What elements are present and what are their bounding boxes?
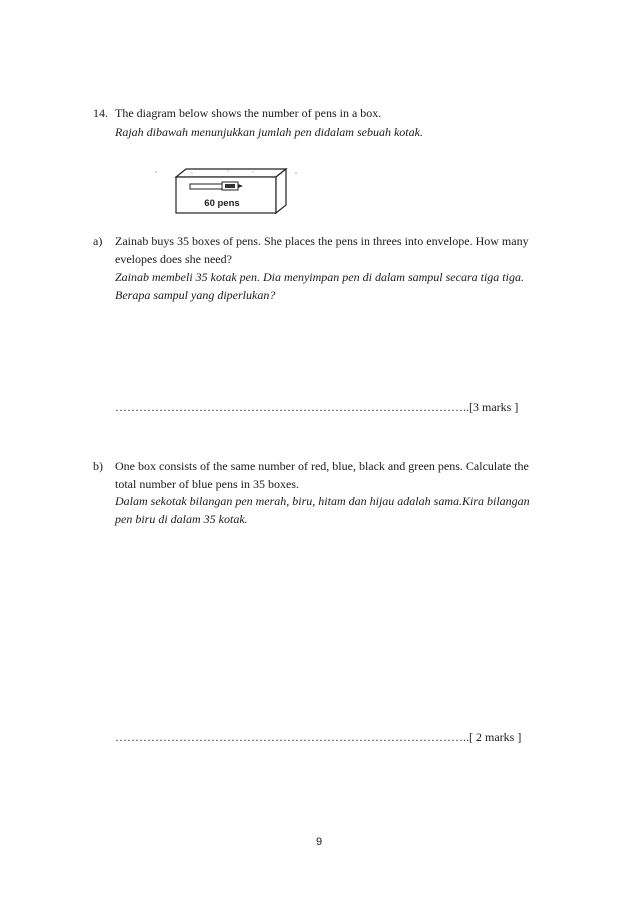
page-number: 9 — [315, 836, 323, 848]
question-number: 14. — [93, 106, 108, 120]
part-a-answer-line: ……………………………………………………………………………..[3 marks ] — [115, 400, 519, 414]
part-a-english-line-2: evelopes does she need? — [115, 252, 232, 266]
part-b-english-line-1: One box consists of the same number of red, blue, black and green pens. Calculate the — [115, 459, 529, 473]
question-intro-malay: Rajah dibawah menunjukkan jumlah pen didalam sebuah kotak. — [115, 125, 423, 139]
box-label: 60 pens — [204, 198, 240, 209]
part-a-malay-line-1: Zainab membeli 35 kotak pen. Dia menyimpan pen di dalam sampul secara tiga tiga. — [115, 270, 524, 284]
part-b-malay-line-2: pen biru di dalam 35 kotak. — [115, 512, 248, 526]
part-b-english-line-2: total number of blue pens in 35 boxes. — [115, 477, 299, 491]
question-intro-english: The diagram below shows the number of pens in a box. — [115, 106, 382, 120]
part-b-answer-line: ……………………………………………………………………………..[ 2 marks ] — [115, 730, 522, 744]
part-a-label: a) — [93, 234, 103, 248]
part-b-label: b) — [93, 459, 103, 473]
part-a-malay-line-2: Berapa sampul yang diperlukan? — [115, 288, 276, 302]
part-a-english-line-1: Zainab buys 35 boxes of pens. She places the pens in threes into envelope. How many — [115, 234, 529, 248]
pen-box-diagram — [150, 163, 310, 219]
part-b-malay-line-1: Dalam sekotak bilangan pen merah, biru, hitam dan hijau adalah sama.Kira bilangan — [115, 494, 530, 508]
